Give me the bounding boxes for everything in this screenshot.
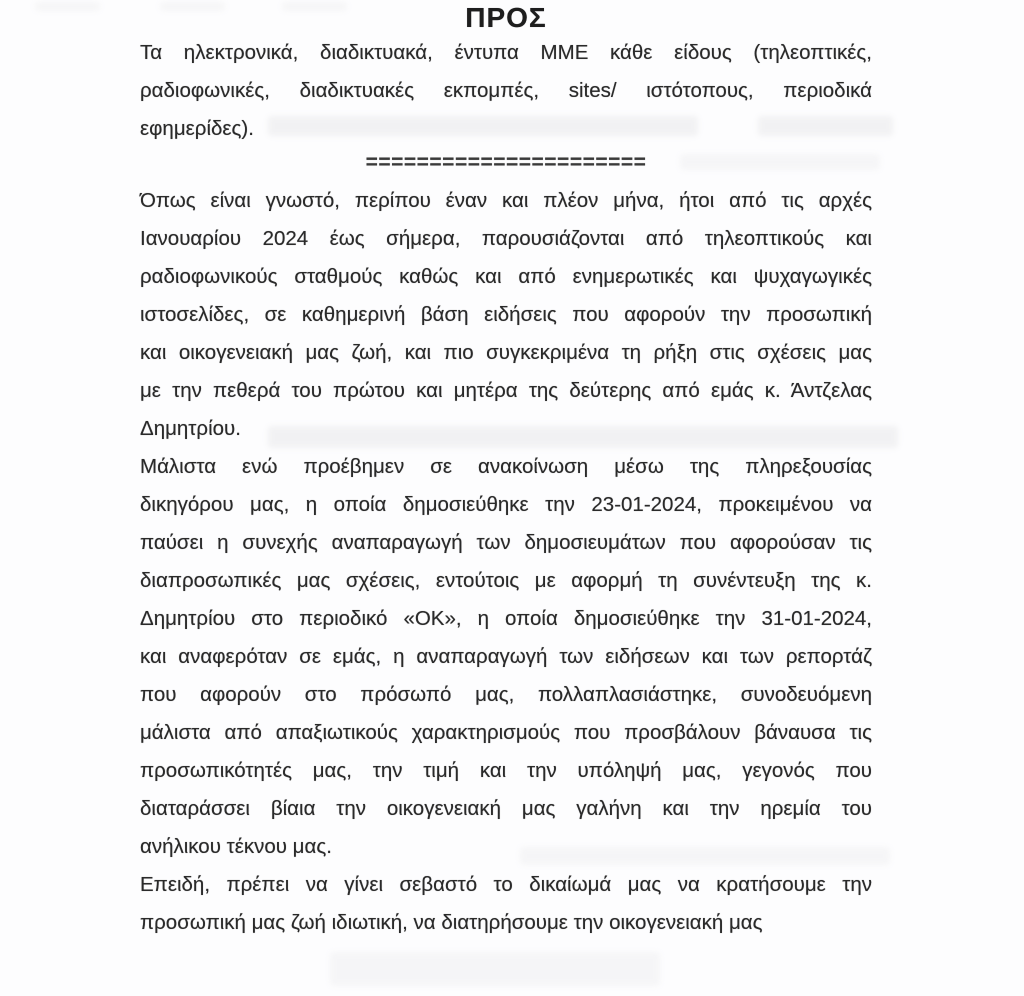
text-line: Τα ηλεκτρονικά, διαδικτυακά, έντυπα ΜΜΕ κάθε είδους (τηλεοπτικές, <box>140 41 872 64</box>
text-line: διαταράσσει βίαια την οικογενειακή μας γαλήνη και την ηρεμία του <box>140 797 872 820</box>
text-line: και οικογενειακή μας ζωή, και πιο συγκεκριμένα τη ρήξη στις σχέσεις μας <box>140 341 872 364</box>
text-line: διαπροσωπικές μας σχέσεις, εντούτοις με αφορμή τη συνέντευξη της κ. <box>140 569 872 592</box>
document-body <box>140 0 872 942</box>
text-line: ιστοσελίδες, σε καθημερινή βάση ειδήσεις που αφορούν την προσωπική <box>140 303 872 326</box>
scan-artifact <box>35 2 100 11</box>
text-line: προσωπική μας ζωή ιδιωτική, να διατηρήσουμε την οικογενειακή μας <box>140 911 763 934</box>
text-line: ραδιοφωνικές, διαδικτυακές εκπομπές, sites/ ιστότοπους, περιοδικά <box>140 79 872 102</box>
text-line: προσωπικότητές μας, την τιμή και την υπόληψή μας, γεγονός που <box>140 759 872 782</box>
scan-artifact <box>330 952 660 986</box>
document-heading: ΠΡΟΣ <box>465 2 547 33</box>
body-paragraph-1 <box>140 182 872 448</box>
text-line: με την πεθερά του πρώτου και μητέρα της δεύτερης από εμάς κ. Άντζελας <box>140 379 872 402</box>
body-paragraph-3 <box>140 866 872 942</box>
text-line: ανήλικου τέκνου μας. <box>140 835 332 858</box>
text-line: μάλιστα από απαξιωτικούς χαρακτηρισμούς που προσβάλουν βάναυσα τις <box>140 721 872 744</box>
text-line: Επειδή, πρέπει να γίνει σεβαστό το δικαίωμά μας να κρατήσουμε την <box>140 873 872 896</box>
body-paragraph-2 <box>140 448 872 866</box>
text-line: παύσει η συνεχής αναπαραγωγή των δημοσιευμάτων που αφορούσαν τις <box>140 531 872 554</box>
text-line: δικηγόρου μας, η οποία δημοσιεύθηκε την 23-01-2024, προκειμένου να <box>140 493 872 516</box>
text-line: που αφορούν στο πρόσωπό μας, πολλαπλασιάστηκε, συνοδευόμενη <box>140 683 872 706</box>
text-line: Όπως είναι γνωστό, περίπου έναν και πλέον μήνα, ήτοι από τις αρχές <box>140 189 872 212</box>
text-line: ραδιοφωνικούς σταθμούς καθώς και από ενημερωτικές και ψυχαγωγικές <box>140 265 872 288</box>
separator-line: ====================== <box>365 151 647 174</box>
text-line: Ιανουαρίου 2024 έως σήμερα, παρουσιάζονται από τηλεοπτικούς και <box>140 227 872 250</box>
text-line: εφημερίδες). <box>140 117 254 140</box>
text-line: Μάλιστα ενώ προέβημεν σε ανακοίνωση μέσω της πληρεξουσίας <box>140 455 872 478</box>
recipients-paragraph <box>140 34 872 148</box>
text-line: Δημητρίου. <box>140 417 241 440</box>
text-line: Δημητρίου στο περιοδικό «ΟΚ», η οποία δημοσιεύθηκε την 31-01-2024, <box>140 607 872 630</box>
text-line: και αναφερόταν σε εμάς, η αναπαραγωγή των ειδήσεων και των ρεπορτάζ <box>140 645 872 668</box>
